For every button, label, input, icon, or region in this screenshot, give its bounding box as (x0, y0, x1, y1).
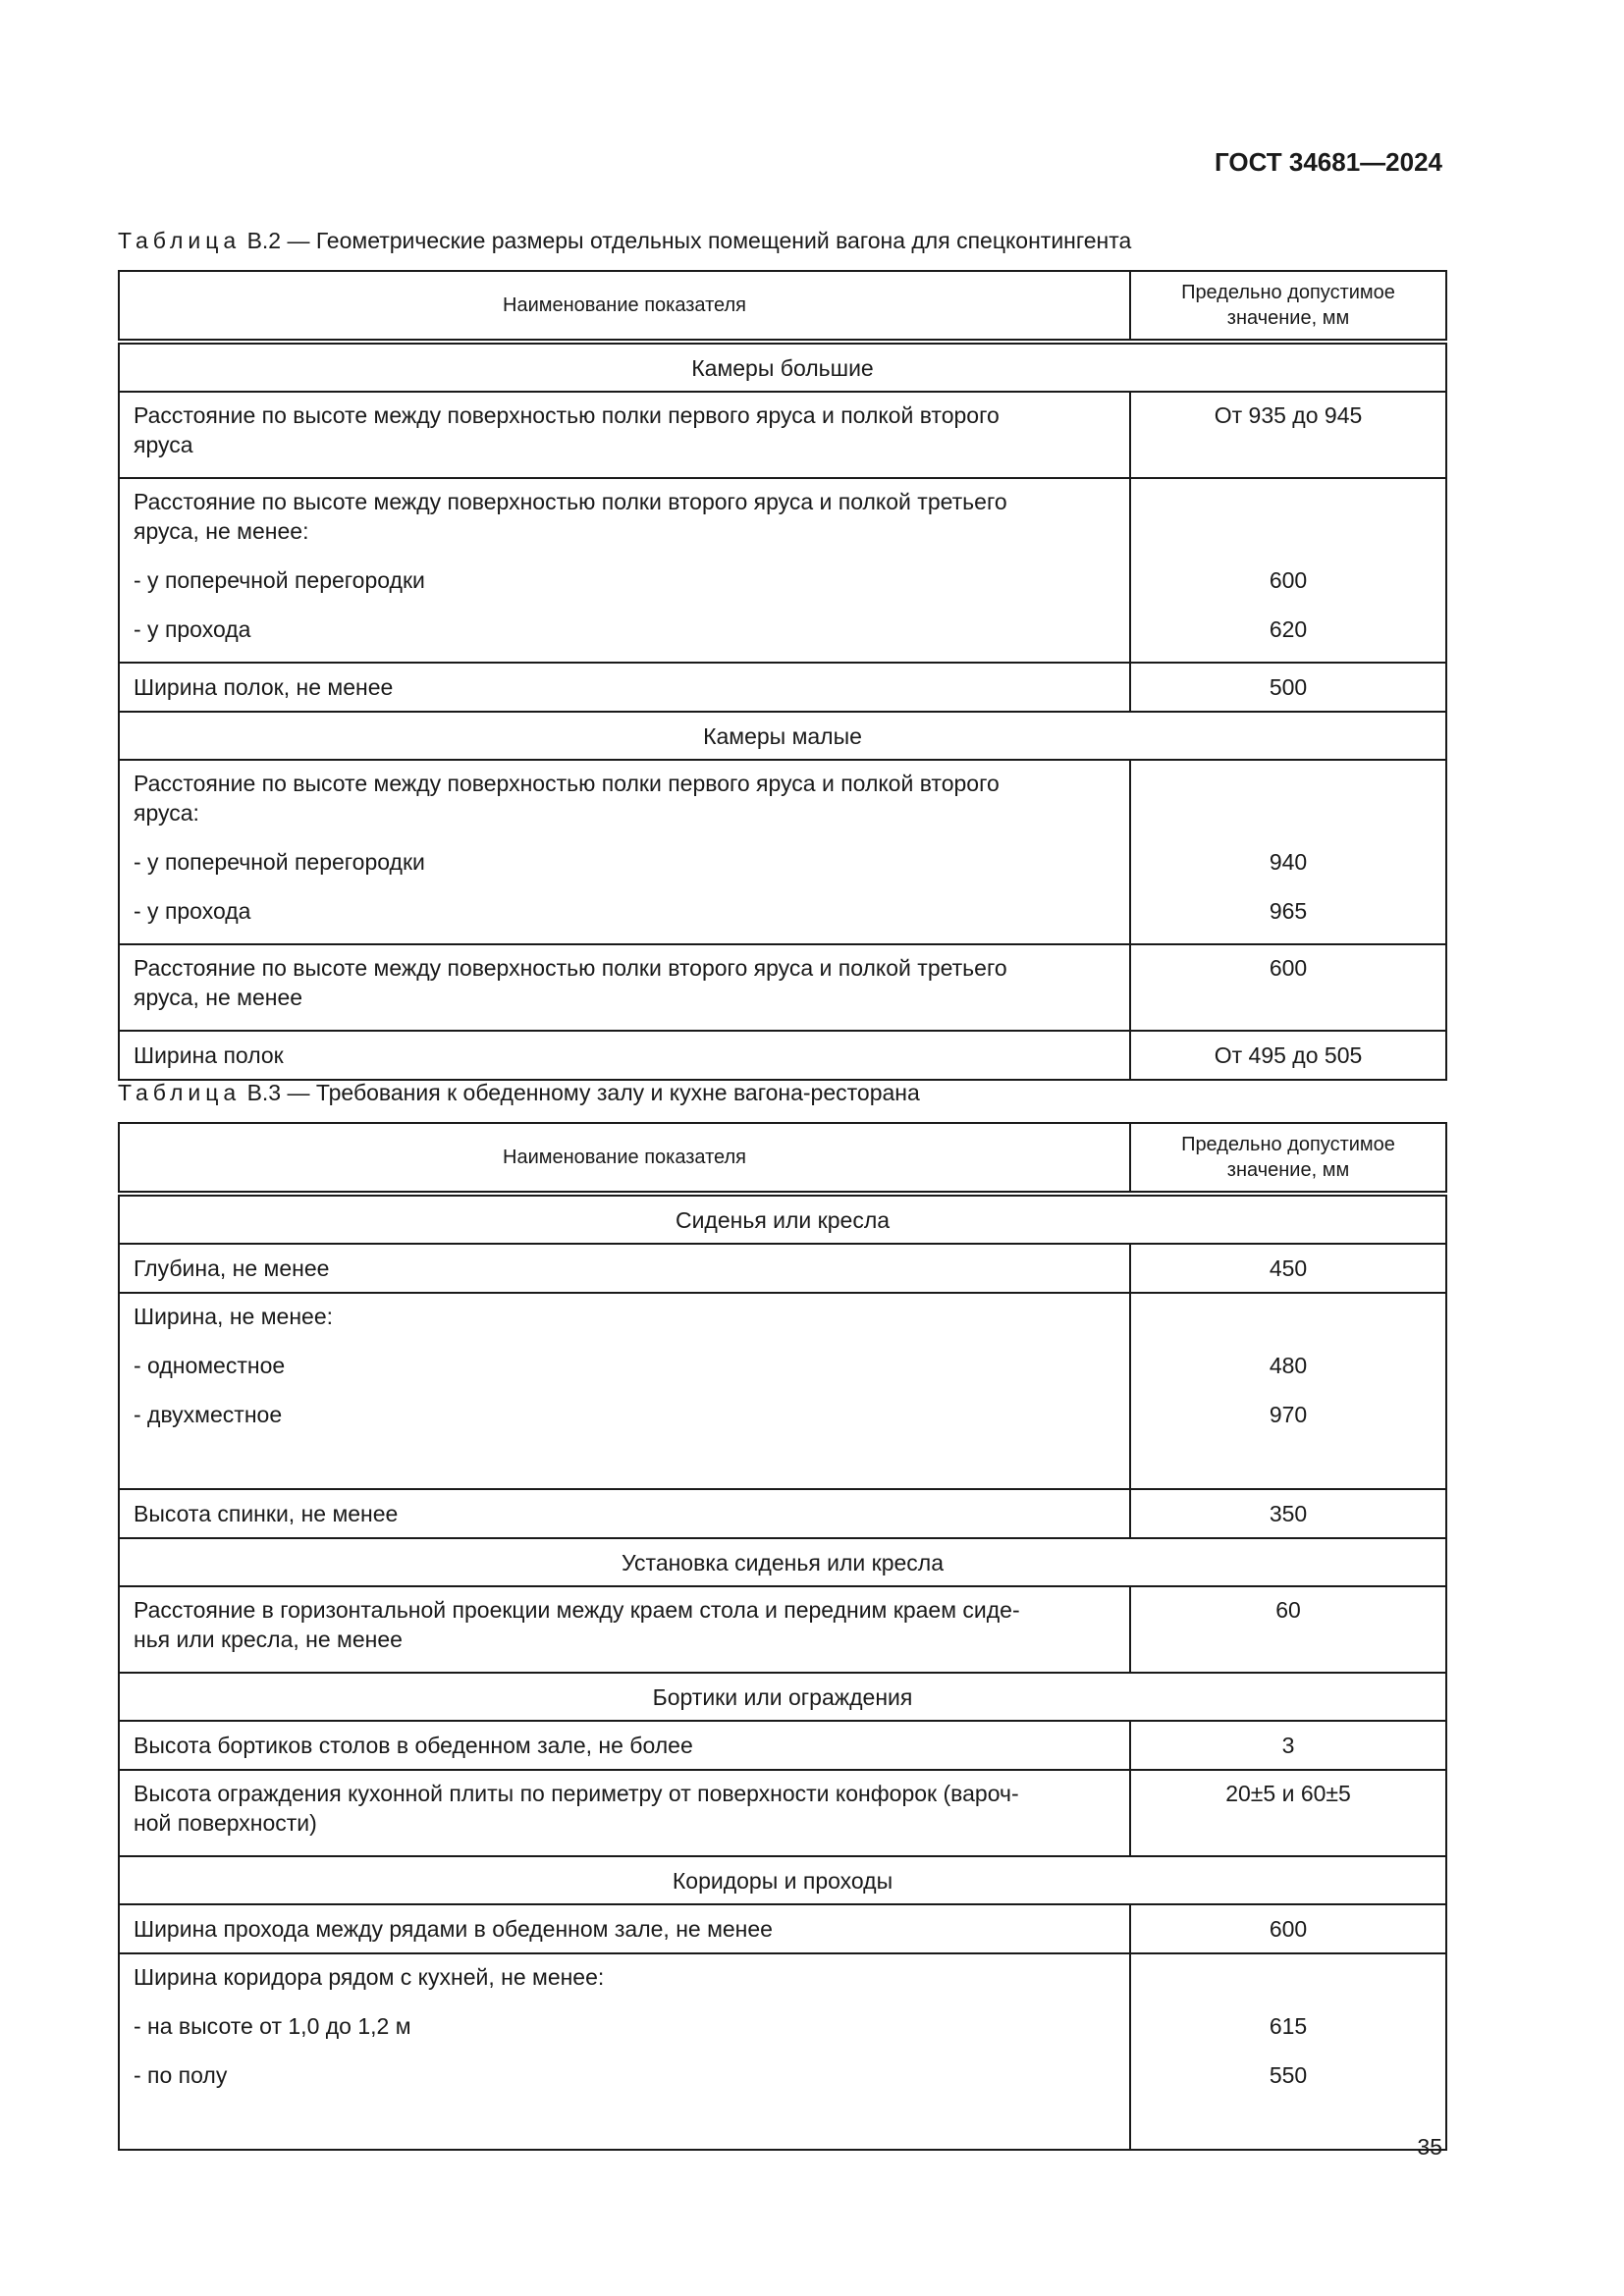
section-row (119, 1538, 1446, 1586)
section-title: Камеры большие (119, 342, 1446, 392)
table-row (119, 478, 1446, 663)
sub-value: 600 (1269, 567, 1308, 593)
header-value-line2: значение, мм (1226, 307, 1350, 329)
table-b2 (118, 270, 1447, 1081)
header-indicator: Наименование показателя (119, 271, 1130, 342)
label-line: ной поверхности) (134, 1810, 317, 1836)
label-line: Ширина коридора рядом с кухней, не менее: (134, 1964, 605, 1990)
sub-value: 550 (1269, 2062, 1308, 2088)
table-row (119, 1721, 1446, 1770)
header-indicator: Наименование показателя (119, 1123, 1130, 1194)
section-row (119, 342, 1446, 392)
sub-value: 620 (1269, 616, 1308, 642)
sub-value: 970 (1269, 1402, 1308, 1427)
row-value: 350 (1130, 1489, 1446, 1538)
row-label (119, 760, 1130, 944)
row-label: Высота бортиков столов в обеденном зале, не более (119, 1721, 1130, 1770)
row-value (1130, 760, 1446, 944)
section-row (119, 1673, 1446, 1721)
table-label: Таблица (118, 1080, 242, 1105)
row-value: 60 (1130, 1586, 1446, 1673)
row-label (119, 478, 1130, 663)
sub-value: 480 (1269, 1353, 1308, 1378)
document-id: ГОСТ 34681—2024 (1215, 147, 1442, 177)
sub-label: - у поперечной перегородки (134, 849, 425, 875)
sub-label: - по полу (134, 2062, 228, 2088)
table-label: Таблица (118, 228, 242, 253)
label-line: яруса: (134, 800, 199, 826)
table-row (119, 663, 1446, 712)
section-title: Установка сиденья или кресла (119, 1538, 1446, 1586)
row-value: 500 (1130, 663, 1446, 712)
header-value-line1: Предельно допустимое (1181, 282, 1395, 303)
table-row (119, 1293, 1446, 1489)
label-line: нья или кресла, не менее (134, 1627, 403, 1652)
sub-label: - на высоте от 1,0 до 1,2 м (134, 2013, 411, 2039)
section-title: Сиденья или кресла (119, 1194, 1446, 1244)
header-row (119, 1123, 1446, 1194)
section-title: Коридоры и проходы (119, 1856, 1446, 1904)
label-line: яруса, не менее: (134, 518, 309, 544)
row-value: 600 (1130, 944, 1446, 1031)
table-row (119, 944, 1446, 1031)
sub-label: - одноместное (134, 1353, 286, 1378)
header-value-line1: Предельно допустимое (1181, 1134, 1395, 1155)
row-label (119, 944, 1130, 1031)
table-row (119, 1770, 1446, 1856)
label-line: яруса (134, 432, 193, 457)
table-row (119, 1244, 1446, 1293)
table-b3 (118, 1122, 1447, 2151)
row-value: От 495 до 505 (1130, 1031, 1446, 1080)
label-line: Расстояние в горизонтальной проекции между краем стола и передним краем сиде- (134, 1597, 1020, 1623)
section-row (119, 1194, 1446, 1244)
header-row (119, 271, 1446, 342)
label-line: яруса, не менее (134, 985, 303, 1010)
row-value: 3 (1130, 1721, 1446, 1770)
label-line: Высота ограждения кухонной плиты по периметру от поверхности конфорок (вароч- (134, 1781, 1019, 1806)
row-label (119, 1953, 1130, 2150)
sub-value: 615 (1269, 2013, 1308, 2039)
row-label: Глубина, не менее (119, 1244, 1130, 1293)
table-row (119, 1904, 1446, 1953)
sub-label: - у поперечной перегородки (134, 567, 425, 593)
section-row (119, 1856, 1446, 1904)
table-row (119, 1953, 1446, 2150)
section-title: Бортики или ограждения (119, 1673, 1446, 1721)
row-label: Ширина полок, не менее (119, 663, 1130, 712)
header-value-line2: значение, мм (1226, 1159, 1350, 1181)
row-label: Ширина прохода между рядами в обеденном зале, не менее (119, 1904, 1130, 1953)
table-row (119, 760, 1446, 944)
label-line: Ширина, не менее: (134, 1304, 334, 1329)
table-row (119, 392, 1446, 478)
row-value (1130, 1293, 1446, 1489)
table-row (119, 1586, 1446, 1673)
table-row (119, 1031, 1446, 1080)
row-label (119, 1586, 1130, 1673)
table-row (119, 1489, 1446, 1538)
header-value (1130, 1123, 1446, 1194)
sub-value: 965 (1269, 898, 1308, 924)
row-value (1130, 1953, 1446, 2150)
page-number: 35 (1417, 2134, 1442, 2160)
label-line: Расстояние по высоте между поверхностью полки второго яруса и полкой третьего (134, 489, 1007, 514)
row-label (119, 392, 1130, 478)
row-label: Ширина полок (119, 1031, 1130, 1080)
caption-text: В.2 — Геометрические размеры отдельных помещений вагона для спецконтингента (241, 228, 1132, 253)
row-label: Высота спинки, не менее (119, 1489, 1130, 1538)
caption-text: В.3 — Требования к обеденному залу и кухне вагона-ресторана (241, 1080, 920, 1105)
row-value: 600 (1130, 1904, 1446, 1953)
row-value: 20±5 и 60±5 (1130, 1770, 1446, 1856)
row-value: От 935 до 945 (1130, 392, 1446, 478)
row-value: 450 (1130, 1244, 1446, 1293)
row-label (119, 1770, 1130, 1856)
label-line: Расстояние по высоте между поверхностью полки второго яруса и полкой третьего (134, 955, 1007, 981)
table-b2-caption (118, 228, 1131, 254)
sub-label: - двухместное (134, 1402, 283, 1427)
row-value (1130, 478, 1446, 663)
row-label (119, 1293, 1130, 1489)
section-title: Камеры малые (119, 712, 1446, 760)
section-row (119, 712, 1446, 760)
label-line: Расстояние по высоте между поверхностью полки первого яруса и полкой второго (134, 771, 1000, 796)
table-b3-caption (118, 1080, 920, 1106)
label-line: Расстояние по высоте между поверхностью полки первого яруса и полкой второго (134, 402, 1000, 428)
header-value (1130, 271, 1446, 342)
sub-label: - у прохода (134, 616, 251, 642)
sub-label: - у прохода (134, 898, 251, 924)
sub-value: 940 (1269, 849, 1308, 875)
